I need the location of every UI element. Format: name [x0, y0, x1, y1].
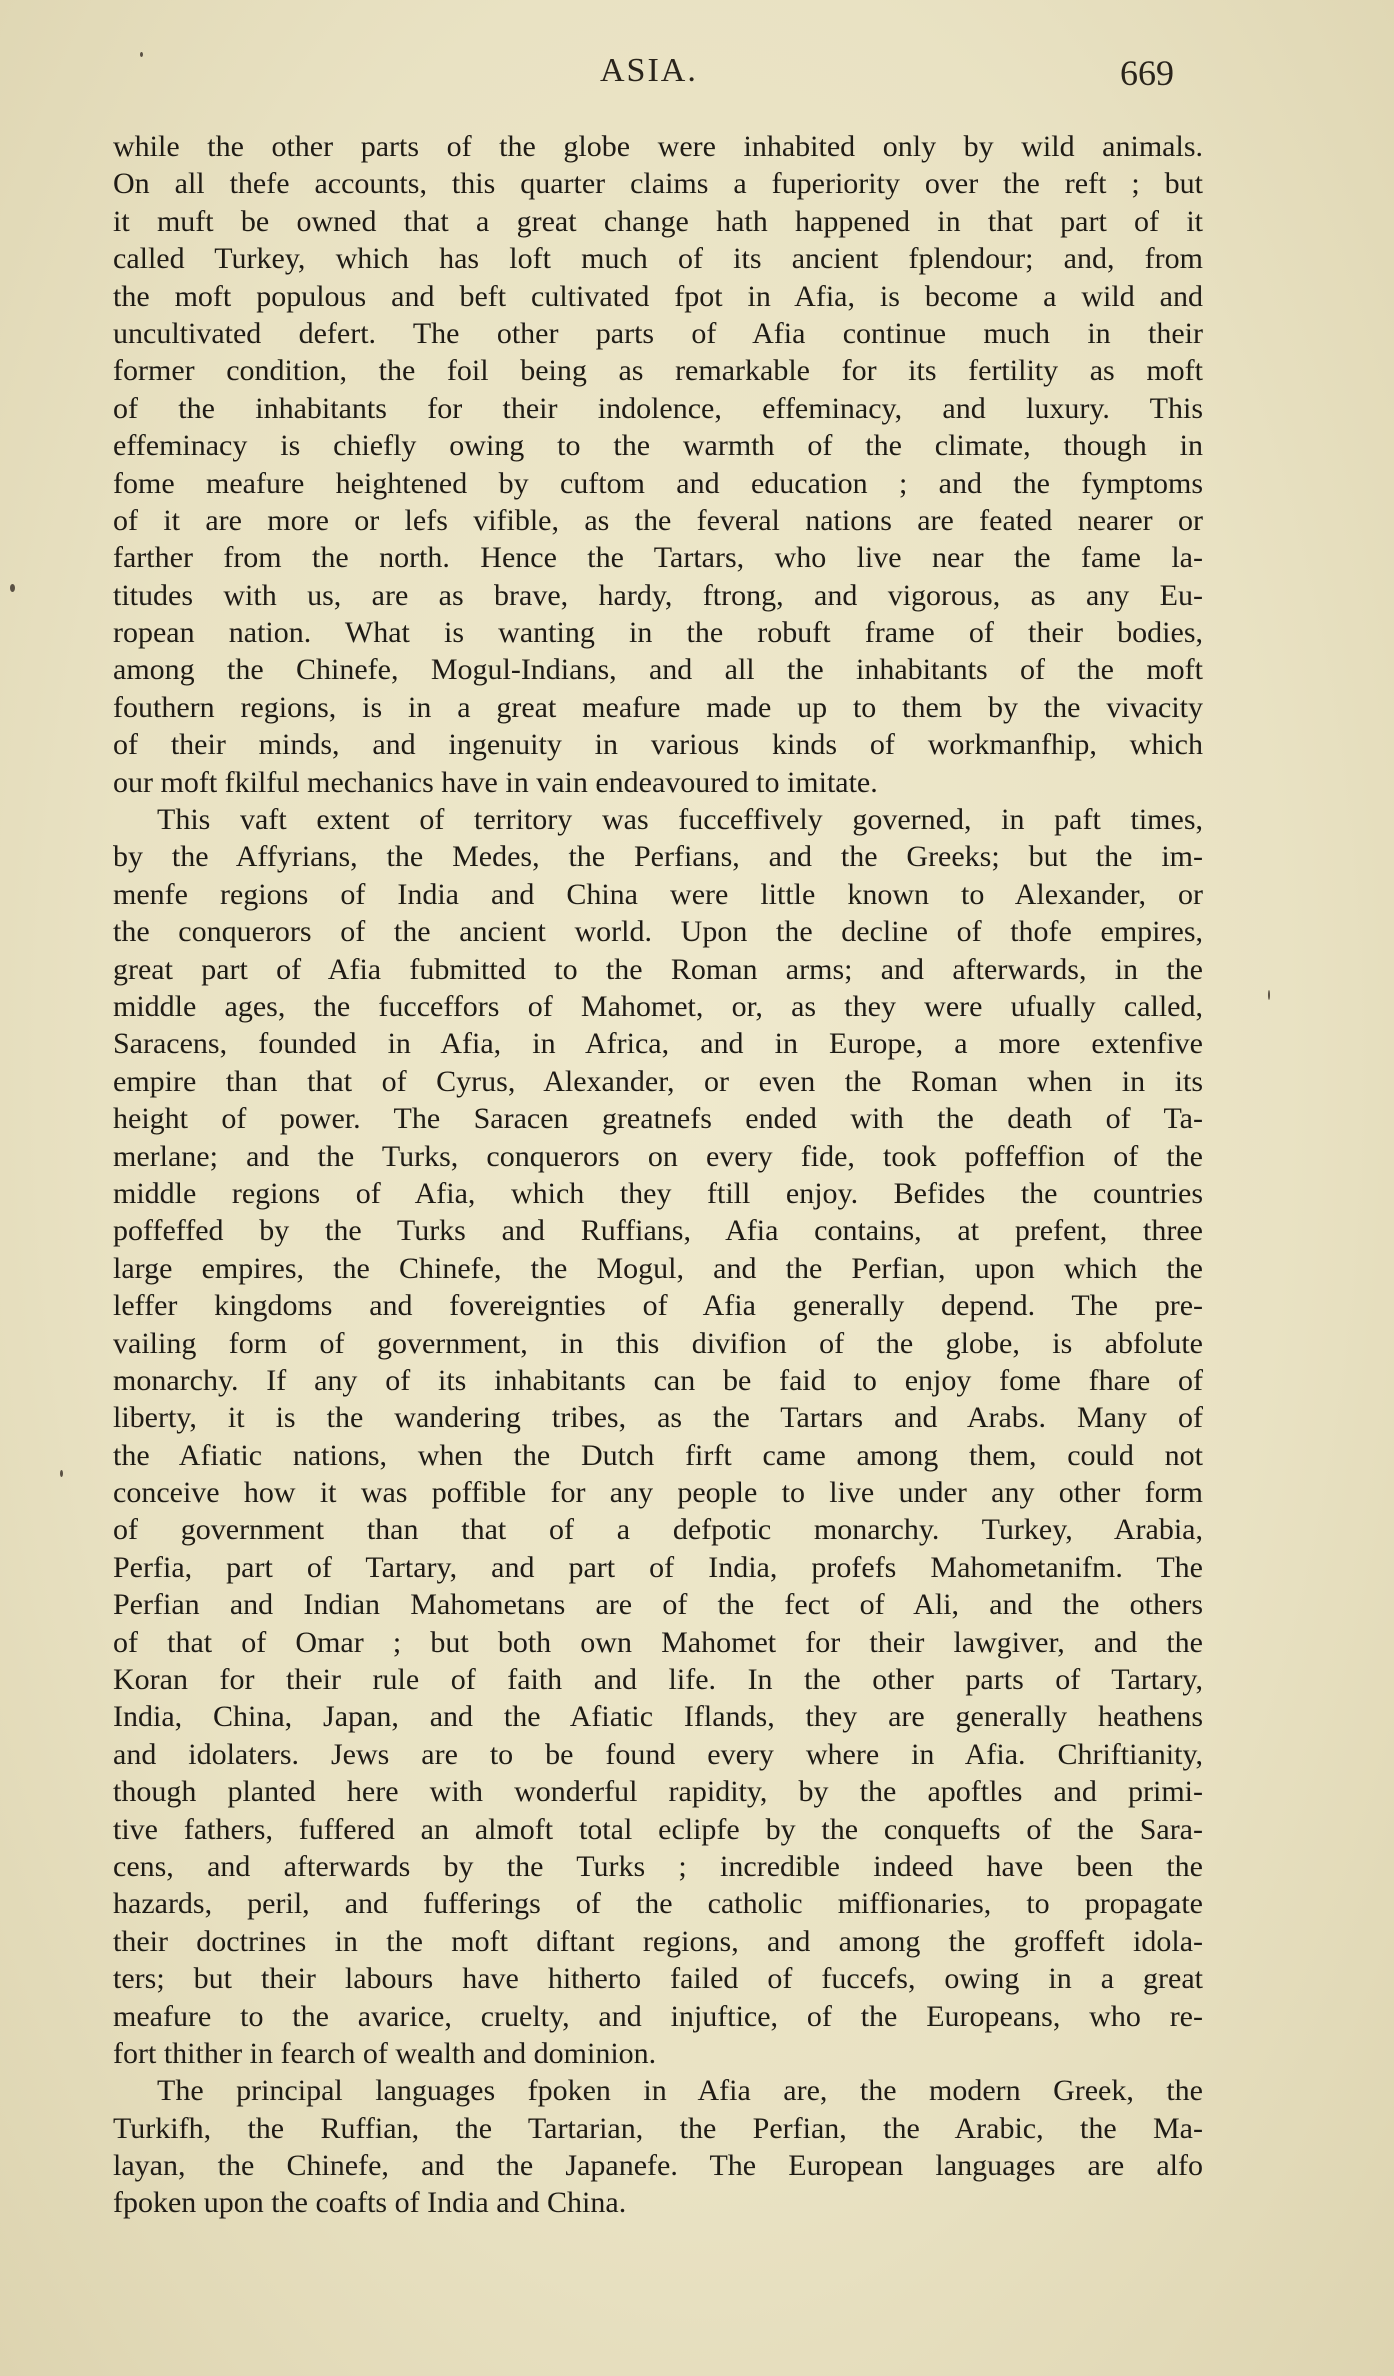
- text-line: farther from the north. Hence the Tartars, who live near the fame la-: [113, 541, 1203, 575]
- text-line: fpoken upon the coafts of India and China.: [113, 2186, 627, 2220]
- text-line: Perfian and Indian Mahometans are of the fect of Ali, and the others: [113, 1588, 1203, 1622]
- text-line: though planted here with wonderful rapidity, by the apoftles and primi-: [113, 1775, 1203, 1809]
- text-line: ters; but their labours have hitherto failed of fuccefs, owing in a great: [113, 1962, 1203, 1996]
- text-line: fome meafure heightened by cuftom and education ; and the fymptoms: [113, 466, 1203, 500]
- text-line: fort thither in fearch of wealth and dominion.: [113, 2036, 657, 2070]
- text-line: ropean nation. What is wanting in the robuft frame of their bodies,: [113, 616, 1203, 650]
- text-line: and idolaters. Jews are to be found every where in Afia. Chriftianity,: [113, 1737, 1203, 1771]
- text-line: great part of Afia fubmitted to the Roman arms; and afterwards, in the: [113, 952, 1203, 986]
- running-title: ASIA.: [600, 52, 698, 89]
- running-head: [0, 52, 1394, 102]
- paper-speck: [1268, 990, 1270, 1000]
- text-line: merlane; and the Turks, conquerors on every fide, took poffeffion of the: [113, 1139, 1203, 1173]
- text-line: menfe regions of India and China were little known to Alexander, or: [113, 877, 1203, 911]
- text-line: empire than that of Cyrus, Alexander, or even the Roman when in its: [113, 1064, 1203, 1098]
- text-line: height of power. The Saracen greatnefs ended with the death of Ta-: [113, 1102, 1203, 1136]
- text-line: by the Affyrians, the Medes, the Perfians, and the Greeks; but the im-: [113, 840, 1203, 874]
- page-number: 669: [1120, 53, 1174, 93]
- text-line: middle regions of Afia, which they ftill enjoy. Befides the countries: [113, 1176, 1203, 1210]
- paragraph: [113, 801, 1203, 2072]
- text-line: of it are more or lefs vifible, as the feveral nations are feated nearer or: [113, 503, 1203, 537]
- text-line: layan, the Chinefe, and the Japanefe. The European languages are alfo: [113, 2149, 1203, 2183]
- text-line: of the inhabitants for their indolence, effeminacy, and luxury. This: [113, 391, 1203, 425]
- text-line: fouthern regions, is in a great meafure made up to them by the vivacity: [113, 690, 1203, 724]
- text-line: poffeffed by the Turks and Ruffians, Afia contains, at prefent, three: [113, 1214, 1203, 1248]
- text-line: India, China, Japan, and the Afiatic Iflands, they are generally heathens: [113, 1700, 1203, 1734]
- text-line: leffer kingdoms and fovereignties of Afia generally depend. The pre-: [113, 1289, 1203, 1323]
- body-text: [113, 128, 1203, 2222]
- text-line: large empires, the Chinefe, the Mogul, and the Perfian, upon which the: [113, 1251, 1203, 1285]
- text-line: it muft be owned that a great change hath happened in that part of it: [113, 204, 1203, 238]
- text-line: former condition, the foil being as remarkable for its fertility as moft: [113, 354, 1203, 388]
- text-line: conceive how it was poffible for any people to live under any other form: [113, 1476, 1203, 1510]
- text-line: their doctrines in the moft diftant regions, and among the groffeft idola-: [113, 1924, 1203, 1958]
- text-line: uncultivated defert. The other parts of Afia continue much in their: [113, 316, 1203, 350]
- paper-speck: [140, 52, 143, 57]
- text-line: of that of Omar ; but both own Mahomet for their lawgiver, and the: [113, 1625, 1203, 1659]
- paragraph: [113, 128, 1203, 801]
- text-line: Perfia, part of Tartary, and part of India, profefs Mahometanifm. The: [113, 1550, 1203, 1584]
- paper-speck: [10, 584, 15, 592]
- text-line: liberty, it is the wandering tribes, as the Tartars and Arabs. Many of: [113, 1401, 1203, 1435]
- text-line: called Turkey, which has loft much of its ancient fplendour; and, from: [113, 242, 1203, 276]
- text-line: The principal languages fpoken in Afia are, the modern Greek, the: [157, 2074, 1203, 2108]
- text-line: Saracens, founded in Afia, in Africa, and in Europe, a more extenfive: [113, 1027, 1203, 1061]
- text-line: of government than that of a defpotic monarchy. Turkey, Arabia,: [113, 1513, 1203, 1547]
- text-line: meafure to the avarice, cruelty, and injuftice, of the Europeans, who re-: [113, 1999, 1203, 2033]
- text-line: cens, and afterwards by the Turks ; incredible indeed have been the: [113, 1849, 1203, 1883]
- text-line: tive fathers, fuffered an almoft total eclipfe by the conquefts of the Sara-: [113, 1812, 1203, 1846]
- text-line: effeminacy is chiefly owing to the warmth of the climate, though in: [113, 429, 1203, 463]
- text-line: among the Chinefe, Mogul-Indians, and all the inhabitants of the moft: [113, 653, 1203, 687]
- text-line: the Afiatic nations, when the Dutch firft came among them, could not: [113, 1438, 1203, 1472]
- text-line: On all thefe accounts, this quarter claims a fuperiority over the reft ; but: [113, 167, 1203, 201]
- text-line: our moft fkilful mechanics have in vain endeavoured to imitate.: [113, 765, 878, 799]
- text-line: middle ages, the fucceffors of Mahomet, or, as they were ufually called,: [113, 989, 1203, 1023]
- text-line: while the other parts of the globe were inhabited only by wild animals.: [113, 130, 1203, 163]
- text-line: titudes with us, are as brave, hardy, ftrong, and vigorous, as any Eu-: [113, 578, 1203, 612]
- text-line: monarchy. If any of its inhabitants can be faid to enjoy fome fhare of: [113, 1363, 1203, 1397]
- text-line: Turkifh, the Ruffian, the Tartarian, the Perfian, the Arabic, the Ma-: [113, 2111, 1203, 2145]
- paragraph: [113, 2072, 1203, 2222]
- paper-speck: [60, 1470, 63, 1477]
- text-line: of their minds, and ingenuity in various kinds of workmanfhip, which: [113, 728, 1203, 762]
- text-line: the conquerors of the ancient world. Upon the decline of thofe empires,: [113, 915, 1203, 949]
- text-line: This vaft extent of territory was fucceffively governed, in paft times,: [157, 803, 1203, 837]
- text-line: vailing form of government, in this divifion of the globe, is abfolute: [113, 1326, 1203, 1360]
- text-line: the moft populous and beft cultivated fpot in Afia, is become a wild and: [113, 279, 1203, 313]
- text-line: hazards, peril, and fufferings of the catholic miffionaries, to propagate: [113, 1887, 1203, 1921]
- text-line: Koran for their rule of faith and life. In the other parts of Tartary,: [113, 1663, 1203, 1697]
